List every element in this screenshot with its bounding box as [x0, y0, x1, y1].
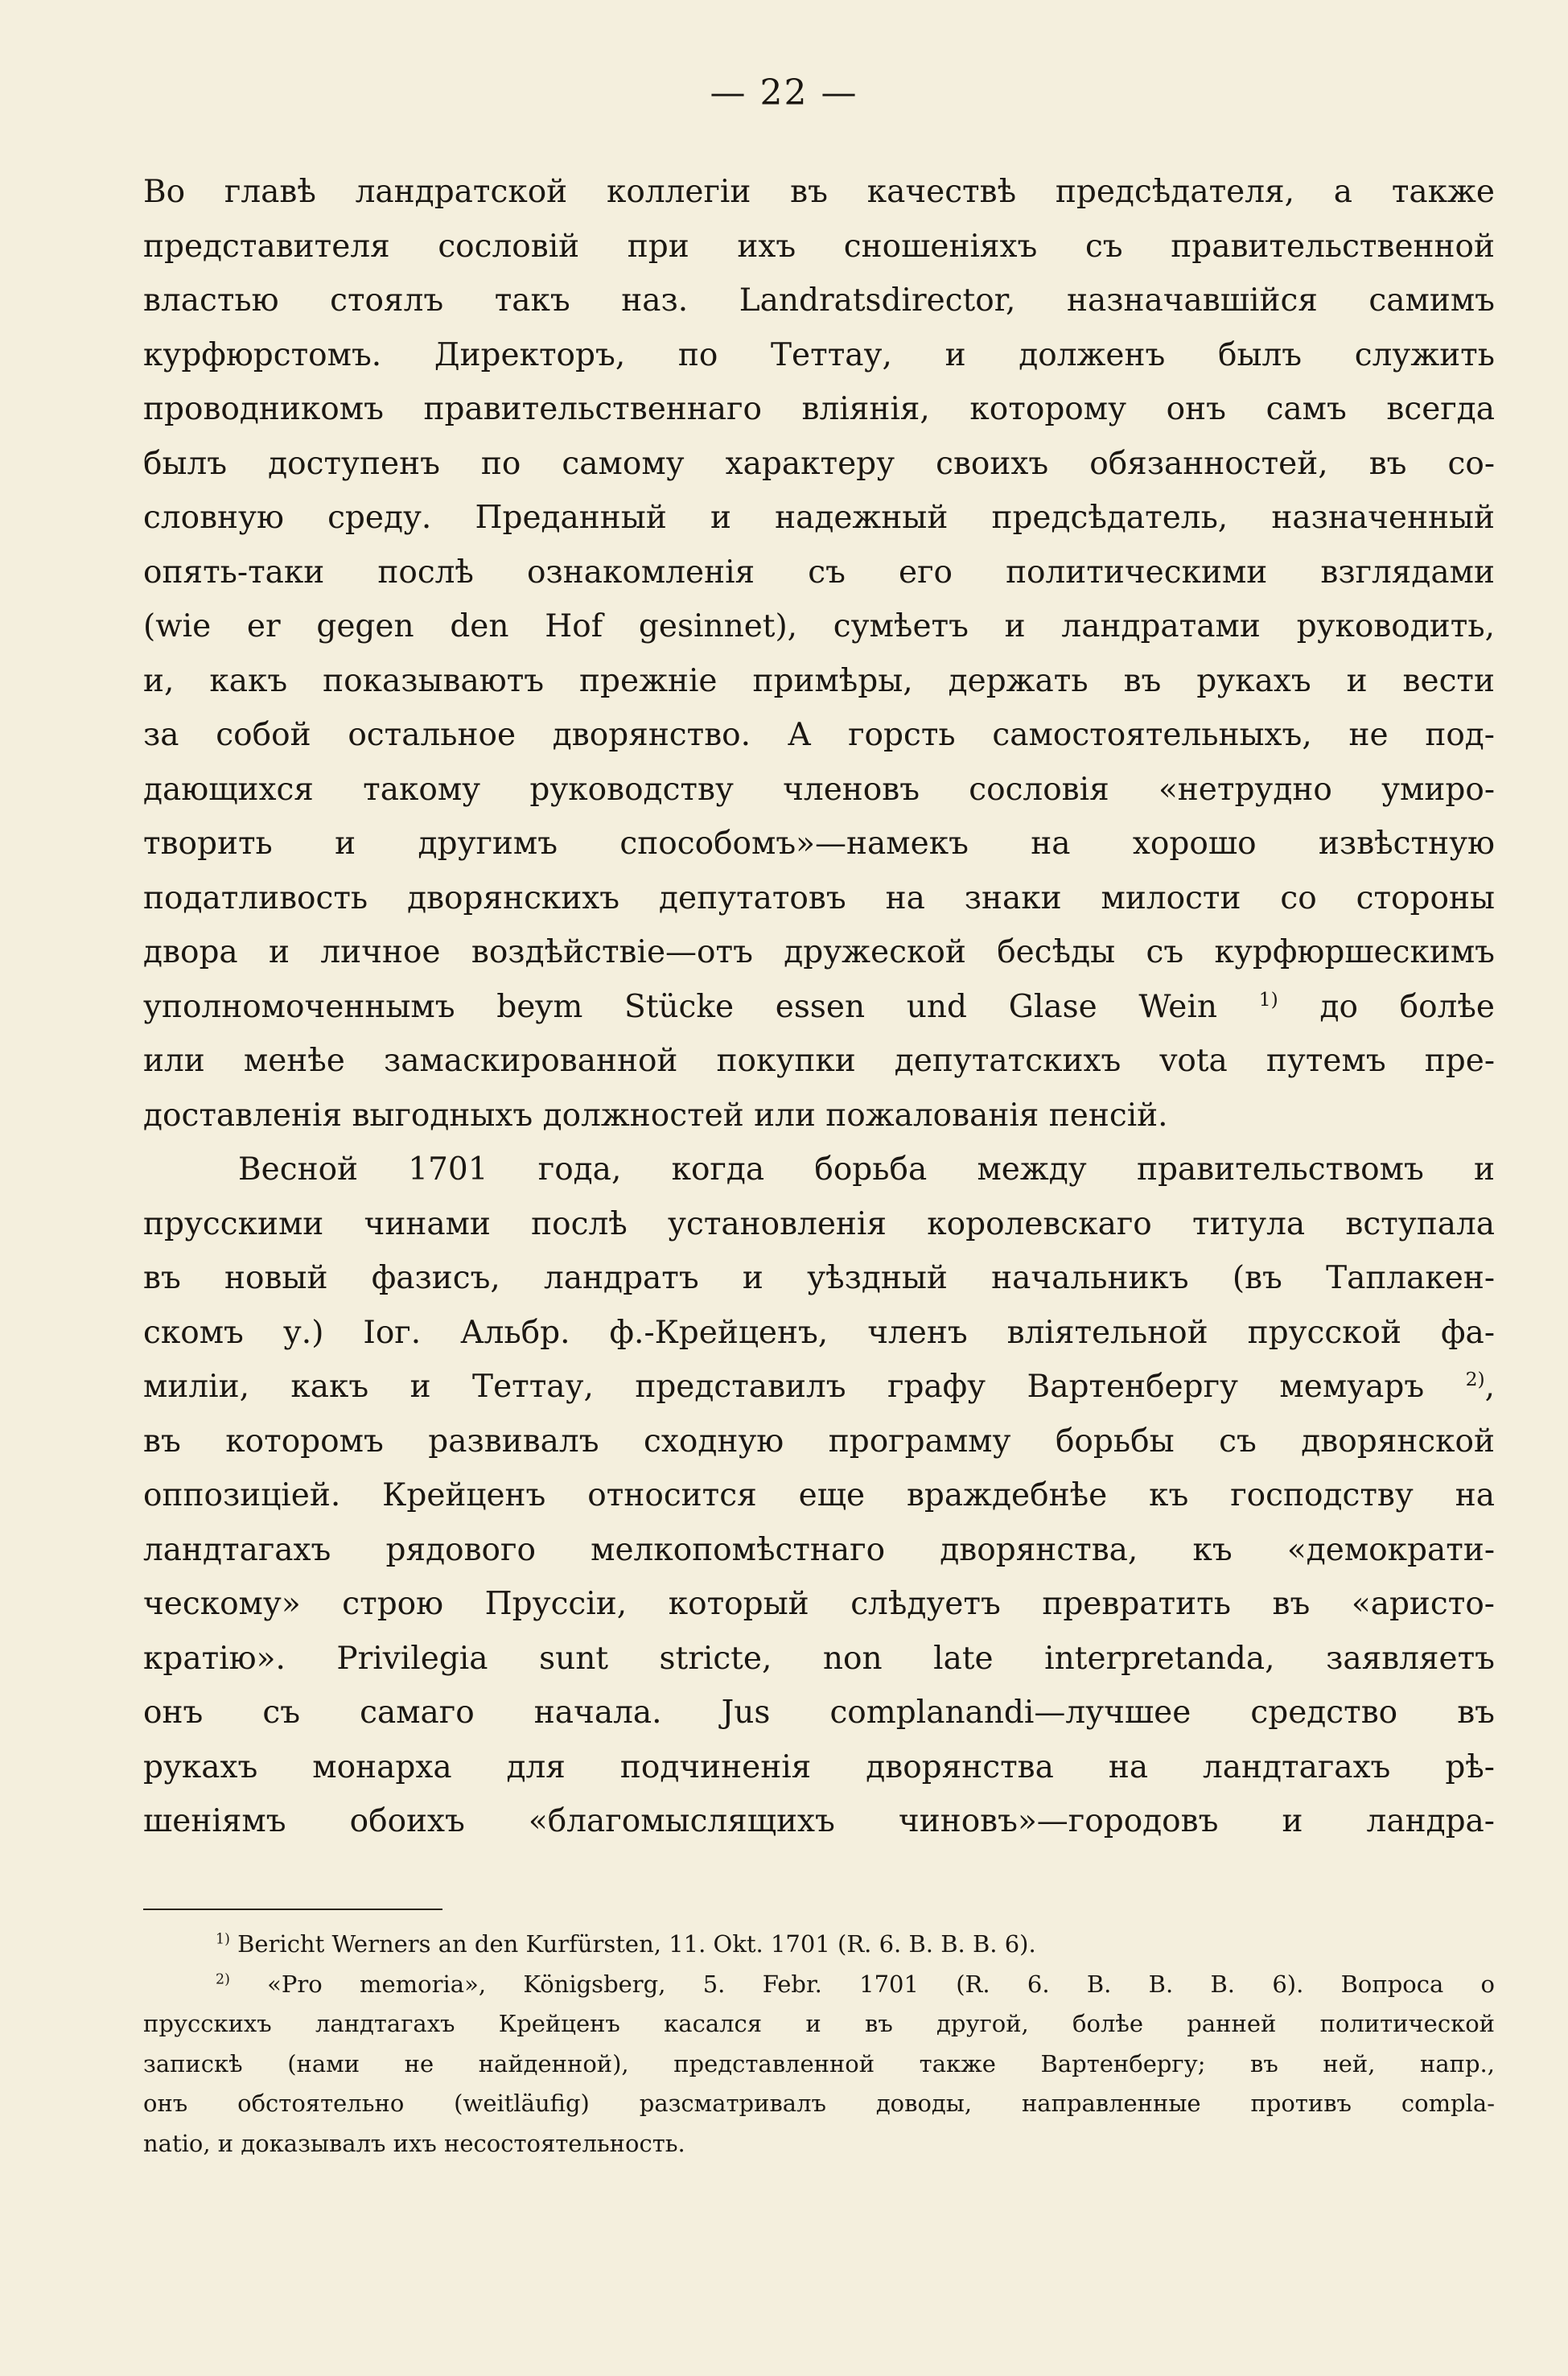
text-line: властью стоялъ такъ наз. Landratsdirector, назначавшійся самимъ	[143, 282, 1495, 319]
text-segment: ,	[1484, 1369, 1495, 1405]
page-number: — 22 —	[710, 72, 858, 113]
text-line: представителя сословій при ихъ сношеніяхъ съ правительственной	[143, 228, 1495, 265]
main-text	[143, 165, 1495, 1849]
text-line: курфюрстомъ. Директоръ, по Теттау, и долженъ былъ служить	[143, 336, 1495, 373]
footnote-divider	[143, 1909, 442, 1910]
text-line: за собой остальное дворянство. А горсть самостоятельныхъ, не под-	[143, 717, 1495, 753]
footnote-line: прусскихъ ландтагахъ Крейценъ касался и въ другой, болѣе ранней политической	[143, 2010, 1495, 2037]
footnote-mark: 2)	[216, 1970, 230, 1987]
text-line: творить и другимъ способомъ»—намекъ на хорошо извѣстную	[143, 826, 1495, 862]
text-line: (wie er gegen den Hof gesinnet), сумѣетъ и ландратами руководить,	[143, 608, 1495, 644]
footnotes	[143, 1925, 1495, 2164]
text-line: дающихся такому руководству членовъ сословія «нетрудно умиро-	[143, 771, 1495, 808]
text-line: податливость дворянскихъ депутатовъ на знаки милости со стороны	[143, 879, 1495, 916]
text-line: скомъ у.) Іог. Альбр. ф.-Крейценъ, членъ вліятельной прусской фа-	[143, 1314, 1495, 1351]
footnote-line: natio, и доказывалъ ихъ несостоятельность.	[143, 2129, 685, 2157]
text-segment: уполномоченнымъ beym Stücke essen und Glase Wein	[143, 988, 1217, 1025]
text-line: въ новый фазисъ, ландратъ и уѣздный начальникъ (въ Таплакен-	[143, 1260, 1495, 1296]
text-line: Во главѣ ландратской коллегіи въ качествѣ предсѣдателя, а также	[143, 174, 1495, 210]
footnote-2	[143, 1965, 1495, 2005]
text-line: ландтагахъ рядового мелкопомѣстнаго дворянства, къ «демократи-	[143, 1531, 1495, 1568]
footnote-ref-1: 1)	[1258, 987, 1278, 1011]
text-segment: миліи, какъ и Теттау, представилъ графу Вартенбергу мемуаръ	[143, 1369, 1425, 1405]
text-line: прусскими чинами послѣ установленія королевскаго титула вступала	[143, 1205, 1495, 1242]
footnote-text: Bericht Werners an den Kurfürsten, 11. Okt. 1701 (R. 6. B. B. B. 6).	[237, 1930, 1036, 1958]
footnote-mark: 1)	[216, 1931, 230, 1948]
text-line: или менѣе замаскированной покупки депутатскихъ vota путемъ пре-	[143, 1043, 1495, 1079]
text-line: кратію». Privilegia sunt stricte, non late interpretanda, заявляетъ	[143, 1640, 1495, 1677]
text-line: проводникомъ правительственнаго вліянія, которому онъ самъ всегда	[143, 391, 1495, 427]
text-line: въ которомъ развивалъ сходную программу борьбы съ дворянской	[143, 1423, 1495, 1460]
text-line: оппозиціей. Крейценъ относится еще враждебнѣе къ господству на	[143, 1477, 1495, 1513]
footnote-text: «Pro memoria», Königsberg, 5. Febr. 1701 (R. 6. B. B. B. 6). Вопроса о	[267, 1970, 1496, 1998]
text-line: доставленія выгодныхъ должностей или пожалованія пенсій.	[143, 1097, 1168, 1134]
text-line: былъ доступенъ по самому характеру своихъ обязанностей, въ со-	[143, 445, 1495, 482]
text-line: Весной 1701 года, когда борьба между правительствомъ и	[238, 1151, 1495, 1188]
text-line: рукахъ монарха для подчиненія дворянства на ландтагахъ рѣ-	[143, 1748, 1495, 1785]
footnote-1	[143, 1925, 1495, 1965]
text-line: словную среду. Преданный и надежный предсѣдатель, назначенный	[143, 500, 1495, 536]
text-line-with-footnote	[143, 980, 1495, 1035]
text-line-with-footnote	[143, 1360, 1495, 1414]
footnote-ref-2: 2)	[1465, 1368, 1485, 1390]
footnote-line: запискѣ (нами не найденной), представленной также Вартенбергу; въ ней, напр.,	[143, 2049, 1495, 2077]
text-line: опять-таки послѣ ознакомленія съ его политическими взглядами	[143, 554, 1495, 591]
text-line: двора и личное воздѣйствіе—отъ дружеской бесѣды съ курфюршескимъ	[143, 934, 1495, 970]
footnote-line: онъ обстоятельно (weitläufig) разсматривалъ доводы, направленные противъ compla-	[143, 2090, 1495, 2117]
text-line: и, какъ показываютъ прежніе примѣры, держать въ рукахъ и вести	[143, 662, 1495, 699]
text-line: ческому» строю Пруссіи, который слѣдуетъ превратить въ «аристо-	[143, 1586, 1495, 1622]
text-line: шеніямъ обоихъ «благомыслящихъ чиновъ»—городовъ и ландра-	[143, 1803, 1495, 1839]
text-line: онъ съ самаго начала. Jus complanandi—лучшее средство въ	[143, 1694, 1495, 1731]
text-segment: до болѣе	[1319, 988, 1495, 1025]
